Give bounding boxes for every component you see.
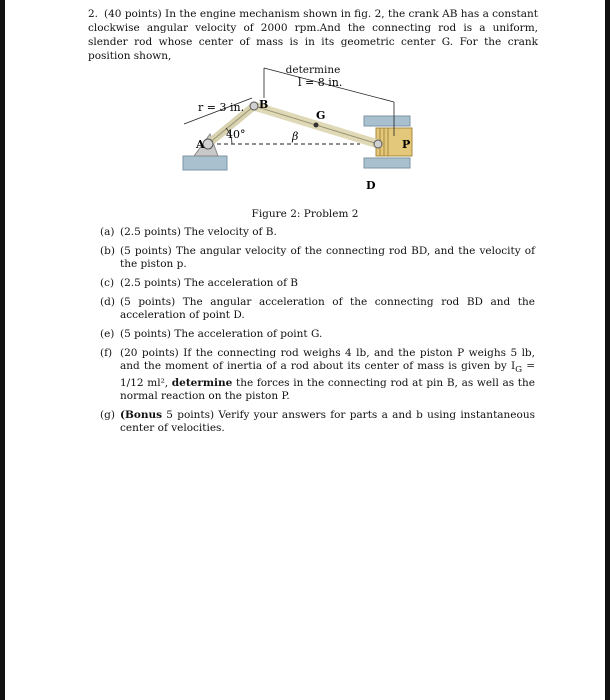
label-g: G bbox=[316, 109, 326, 122]
part-label: (g) bbox=[100, 409, 115, 422]
pin-b bbox=[250, 102, 258, 110]
part-label: (b) bbox=[100, 245, 115, 257]
part-d bbox=[100, 296, 535, 322]
part-label: (c) bbox=[100, 277, 115, 289]
part-f-text-after: the forces in the connecting rod at pin B, as well as the normal reaction on the piston P. bbox=[120, 377, 535, 403]
pin-d bbox=[374, 140, 382, 148]
label-angle: 40° bbox=[226, 128, 246, 141]
part-text: (5 points) The acceleration of point G. bbox=[120, 328, 323, 340]
part-g bbox=[100, 409, 535, 435]
part-text: (5 points) The angular velocity of the connecting rod BD, and the velocity of the piston p. bbox=[120, 245, 535, 270]
part-label: (f) bbox=[100, 347, 113, 359]
part-text: (5 points) The angular acceleration of the connecting rod BD and the acceleration of point D. bbox=[120, 296, 535, 321]
part-c bbox=[100, 277, 535, 290]
part-text: (2.5 points) The velocity of B. bbox=[120, 226, 277, 238]
figure-caption: Figure 2: Problem 2 bbox=[251, 208, 359, 220]
part-f-bold: determine bbox=[171, 377, 233, 390]
part-f-text-before: (20 points) If the connecting rod weighs 4 lb, and the piston P weighs 5 lb, and the moment of inertia of a rod about its center of mass is given by I bbox=[120, 347, 535, 372]
part-text: (2.5 points) The acceleration of B bbox=[120, 277, 299, 289]
problem-text: (40 points) In the engine mechanism shown in fig. 2, the crank AB has a constant clockwise angular velocity of 2000 rpm.And the connecting rod is a uniform, slender rod whose center of mass is in its geometric center G. For the crank position shown, bbox=[88, 8, 538, 62]
label-crank-radius: r = 3 in. bbox=[198, 101, 245, 114]
part-e bbox=[100, 328, 535, 341]
center-g bbox=[314, 123, 319, 128]
problem-number: 2. bbox=[88, 8, 99, 20]
part-label: (d) bbox=[100, 296, 115, 308]
ground-block-a bbox=[183, 156, 227, 170]
part-f-subscript: G bbox=[515, 365, 523, 376]
part-f-formula: = 1/12 ml², bbox=[120, 360, 536, 390]
part-a bbox=[100, 226, 535, 239]
label-beta: β bbox=[292, 130, 299, 143]
part-f bbox=[100, 347, 535, 403]
part-text bbox=[120, 347, 535, 403]
figure-svg bbox=[180, 64, 440, 204]
cylinder-top-wall bbox=[364, 116, 410, 126]
problem-text-last: determine bbox=[285, 64, 341, 76]
part-text bbox=[120, 409, 535, 435]
part-label: (a) bbox=[100, 226, 115, 238]
label-b: B bbox=[259, 98, 269, 111]
part-b bbox=[100, 245, 535, 271]
label-p: P bbox=[402, 138, 411, 151]
part-g-text: 5 points) Verify your answers for parts a and b using instantaneous center of velocities. bbox=[120, 409, 535, 435]
label-rod-length: l = 8 in. bbox=[298, 76, 343, 89]
cylinder-bottom-wall bbox=[364, 158, 410, 168]
question-parts bbox=[100, 226, 535, 441]
label-d: D bbox=[366, 179, 376, 192]
engine-mechanism-figure bbox=[180, 64, 440, 204]
label-a: A bbox=[196, 138, 205, 151]
part-label: (e) bbox=[100, 328, 115, 340]
part-g-bold: (Bonus bbox=[120, 409, 163, 422]
